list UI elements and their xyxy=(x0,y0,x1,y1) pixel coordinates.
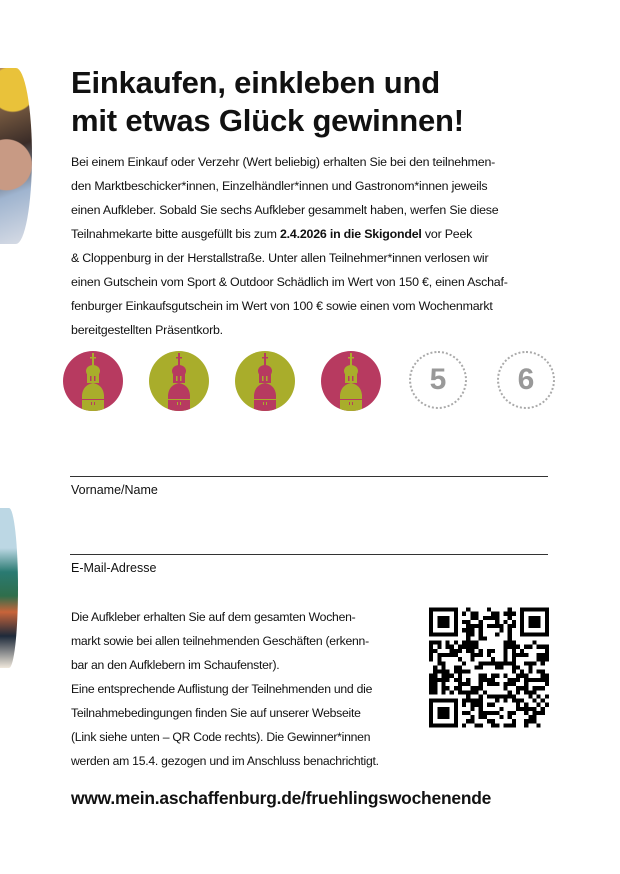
text-line: markt sowie bei allen teilnehmenden Geschäften (erkenn- xyxy=(71,634,369,648)
email-field-line[interactable] xyxy=(70,554,548,555)
text-line: einen Gutschein vom Sport & Outdoor Schädlich im Wert von 150 €, einen Aschaf- xyxy=(71,275,508,289)
tower-icon xyxy=(63,351,123,411)
market-photo-top xyxy=(0,68,32,244)
collected-sticker xyxy=(235,351,295,411)
text-line: (Link siehe unten – QR Code rechts). Die Gewinner*innen xyxy=(71,730,371,744)
text-line: bereitgestellten Präsentkorb. xyxy=(71,323,223,337)
qr-code[interactable] xyxy=(429,607,549,728)
info-paragraph xyxy=(71,605,421,773)
text-line: den Marktbeschicker*innen, Einzelhändler*innen und Gastronom*innen jeweils xyxy=(71,179,488,193)
text-line xyxy=(71,222,549,246)
collected-sticker xyxy=(149,351,209,411)
intro-paragraph xyxy=(71,150,549,342)
text-line: einen Aufkleber. Sobald Sie sechs Aufkleber gesammelt haben, werfen Sie diese xyxy=(71,203,499,217)
email-field-label: E-Mail-Adresse xyxy=(71,561,157,575)
text: vor Peek xyxy=(421,227,473,241)
empty-sticker-slot: 6 xyxy=(497,351,555,409)
collected-sticker xyxy=(63,351,123,411)
deadline-highlight: 2.4.2026 in die Skigondel xyxy=(279,227,422,241)
name-field-label: Vorname/Name xyxy=(71,483,158,497)
empty-sticker-slot: 5 xyxy=(409,351,467,409)
text-line: werden am 15.4. gezogen und im Anschluss benachrichtigt. xyxy=(71,754,379,768)
text-line: Die Aufkleber erhalten Sie auf dem gesamten Wochen- xyxy=(71,610,356,624)
page-title xyxy=(71,64,549,140)
title-line: mit etwas Glück gewinnen! xyxy=(71,103,464,138)
text-line: Eine entsprechende Auflistung der Teilnehmenden und die xyxy=(71,682,373,696)
tower-icon xyxy=(235,351,295,411)
text-line: & Cloppenburg in der Herstallstraße. Unter allen Teilnehmer*innen verlosen wir xyxy=(71,251,489,265)
title-line: Einkaufen, einkleben und xyxy=(71,65,440,100)
tower-icon xyxy=(321,351,381,411)
collected-sticker xyxy=(321,351,381,411)
tower-icon xyxy=(149,351,209,411)
text-line: fenburger Einkaufsgutschein im Wert von 100 € sowie einen vom Wochenmarkt xyxy=(71,299,493,313)
name-field-line[interactable] xyxy=(70,476,548,477)
market-photo-bottom xyxy=(0,508,18,668)
text-line: Bei einem Einkauf oder Verzehr (Wert beliebig) erhalten Sie bei den teilnehmen- xyxy=(71,155,496,169)
text-line: bar an den Aufklebern im Schaufenster). xyxy=(71,658,280,672)
text: Teilnahmekarte bitte ausgefüllt bis zum xyxy=(71,227,280,241)
text-line: Teilnahmebedingungen finden Sie auf unserer Webseite xyxy=(71,706,361,720)
website-link[interactable]: www.mein.aschaffenburg.de/fruehlingswochenende xyxy=(71,788,492,808)
